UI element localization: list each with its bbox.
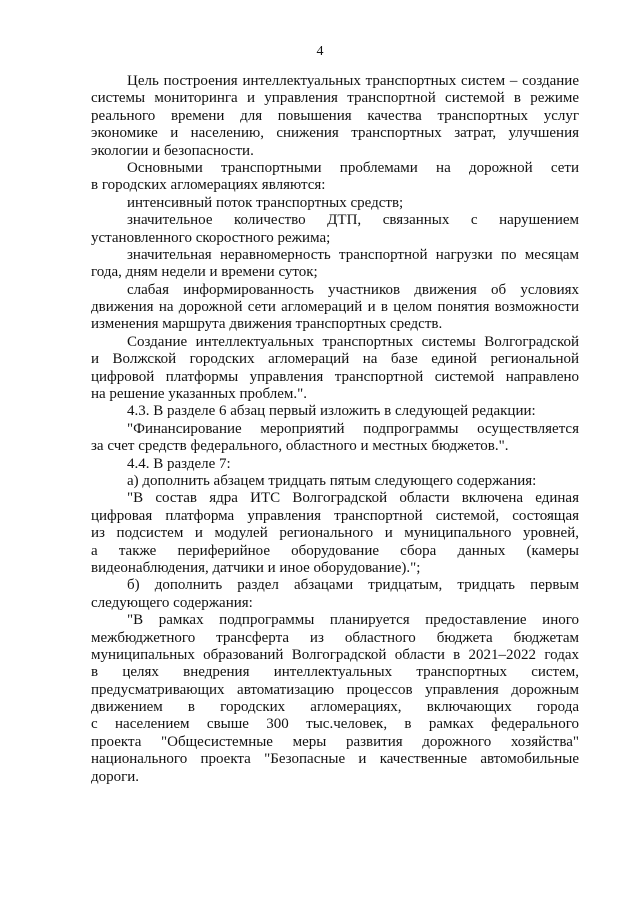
text-line: 4.3. В разделе 6 абзац первый изложить в следующей редакции: xyxy=(127,403,536,420)
text-line: на решение указанных проблем.". xyxy=(91,386,307,403)
text-line: а также периферийное оборудование сбора данных (камеры xyxy=(91,542,579,559)
paragraph xyxy=(91,612,579,786)
document-body xyxy=(91,73,579,786)
text-line: реального времени для повышения качества транспортных услуг xyxy=(91,107,579,124)
text-line: "Финансирование мероприятий подпрограммы осуществляется xyxy=(127,420,579,437)
text-line: значительное количество ДТП, связанных с нарушением xyxy=(127,212,579,229)
text-line: муниципальных образований Волгоградской области в 2021–2022 годах xyxy=(91,646,579,663)
text-line: следующего содержания: xyxy=(91,594,253,611)
text-line: цифровой платформы управления транспортной системой направлено xyxy=(91,368,579,385)
paragraph xyxy=(91,490,579,577)
text-line: в целях внедрения интеллектуальных транспортных систем, xyxy=(91,664,579,681)
text-line: Основными транспортными проблемами на дорожной сети xyxy=(127,159,579,176)
paragraph xyxy=(91,73,579,160)
text-line: проекта "Общесистемные меры развития дорожного хозяйства" xyxy=(91,733,579,750)
text-line: интенсивный поток транспортных средств; xyxy=(127,194,404,211)
paragraph xyxy=(91,160,579,195)
paragraph xyxy=(91,456,579,473)
text-line: национального проекта "Безопасные и качественные автомобильные xyxy=(91,751,579,768)
page-number: 4 xyxy=(316,44,324,59)
text-line: видеонаблюдения, датчики и иное оборудование)."; xyxy=(91,559,421,576)
text-line: системы мониторинга и управления транспортной системой в режиме xyxy=(91,90,579,107)
text-line: предусматривающих автоматизацию процессов управления дорожным xyxy=(91,681,579,698)
text-line: дороги. xyxy=(91,768,140,785)
text-line: значительная неравномерность транспортной нагрузки по месяцам xyxy=(127,246,579,263)
paragraph xyxy=(91,403,579,420)
text-line: межбюджетного трансферта из областного бюджета бюджетам xyxy=(91,629,579,646)
text-line: в городских агломерациях являются: xyxy=(91,177,326,194)
text-line: слабая информированность участников движения об условиях xyxy=(127,281,579,298)
paragraph xyxy=(91,473,579,490)
text-line: б) дополнить раздел абзацами тридцатым, тридцать первым xyxy=(127,577,579,594)
text-line: из подсистем и модулей регионального и муниципального уровней, xyxy=(91,525,579,542)
text-line: экологии и безопасности. xyxy=(91,142,254,159)
text-line: 4.4. В разделе 7: xyxy=(127,455,231,472)
text-line: движения на дорожной сети агломераций и в целом понятия возможности xyxy=(91,299,579,316)
text-line: установленного скоростного режима; xyxy=(91,229,331,246)
text-line: Цель построения интеллектуальных транспортных систем – создание xyxy=(127,73,579,89)
text-line: "В состав ядра ИТС Волгоградской области включена единая xyxy=(127,490,579,507)
paragraph xyxy=(91,282,579,334)
text-line: экономике и населению, снижения транспортных затрат, улучшения xyxy=(91,125,579,142)
text-line: цифровая платформа управления транспортной системой, состоящая xyxy=(91,507,579,524)
paragraph xyxy=(91,577,579,612)
paragraph xyxy=(91,421,579,456)
paragraph xyxy=(91,195,579,212)
paragraph xyxy=(91,247,579,282)
paragraph xyxy=(91,334,579,404)
text-line: года, дням недели и времени суток; xyxy=(91,264,318,281)
text-line: "В рамках подпрограммы планируется предоставление иного xyxy=(127,612,579,629)
text-line: за счет средств федерального, областного и местных бюджетов.". xyxy=(91,438,509,455)
text-line: движением в городских агломерациях, включающих города xyxy=(91,699,579,716)
text-line: Создание интеллектуальных транспортных системы Волгоградской xyxy=(127,333,579,350)
text-line: изменения маршрута движения транспортных средств. xyxy=(91,316,443,333)
text-line: и Волжской городских агломераций на базе единой региональной xyxy=(91,351,579,368)
paragraph xyxy=(91,212,579,247)
text-line: а) дополнить абзацем тридцать пятым следующего содержания: xyxy=(127,472,537,489)
text-line: с населением свыше 300 тыс.человек, в рамках федерального xyxy=(91,716,579,733)
